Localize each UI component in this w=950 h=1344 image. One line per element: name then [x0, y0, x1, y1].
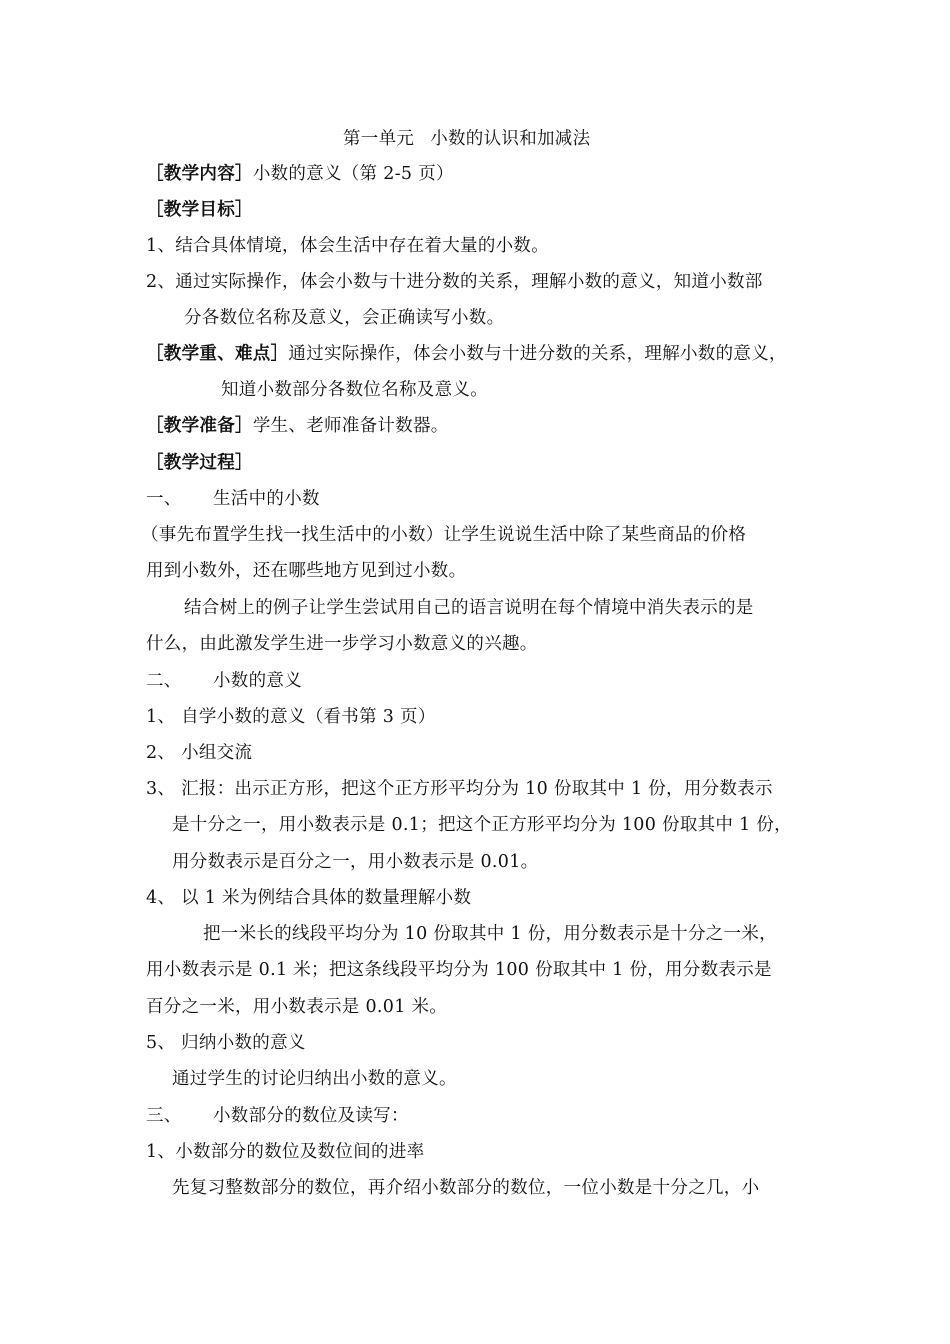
key-points-label: ［教学重、难点］ — [146, 344, 289, 364]
section-1-title: 生活中的小数 — [213, 489, 320, 509]
goal-item-1: 1、结合具体情境，体会生活中存在着大量的小数。 — [146, 236, 550, 256]
section-1-para-2-line-1: 结合树上的例子让学生尝试用自己的语言说明在每个情境中消失表示的是 — [184, 598, 754, 618]
section-3-title: 小数部分的数位及读写： — [213, 1106, 409, 1126]
section-2-item-4-para-line-3: 百分之一米，用小数表示是 0.01 米。 — [146, 997, 448, 1017]
section-2-item-4-para-line-2: 用小数表示是 0.1 米；把这条线段平均分为 100 份取其中 1 份，用分数表示是 — [146, 960, 772, 980]
teaching-process-heading: ［教学过程］ — [146, 453, 253, 473]
teaching-content — [146, 162, 454, 186]
teaching-preparation — [146, 414, 449, 438]
section-2-item-4-para-line-1: 把一米长的线段平均分为 10 份取其中 1 份，用分数表示是十分之一米， — [203, 924, 777, 944]
section-3-number: 三、 — [146, 1106, 182, 1126]
goal-item-2-line-2: 分各数位名称及意义，会正确读写小数。 — [184, 308, 505, 328]
section-2-item-4: 4、 以 1 米为例结合具体的数量理解小数 — [146, 888, 472, 908]
key-points-line-1: 通过实际操作，体会小数与十进分数的关系，理解小数的意义， — [288, 344, 787, 364]
teaching-content-label: ［教学内容］ — [146, 164, 253, 184]
key-points — [146, 342, 787, 366]
section-2-title: 小数的意义 — [213, 671, 302, 691]
section-2-number: 二、 — [146, 671, 182, 691]
teaching-content-text: 小数的意义（第 2-5 页） — [252, 164, 454, 184]
section-1-para-2-line-2: 什么，由此激发学生进一步学习小数意义的兴趣。 — [146, 634, 538, 654]
teaching-preparation-label: ［教学准备］ — [146, 416, 253, 436]
section-1-para-1-line-2: 用到小数外，还在哪些地方见到过小数。 — [146, 561, 467, 581]
section-3-item-1-para: 先复习整数部分的数位，再介绍小数部分的数位，一位小数是十分之几，小 — [172, 1178, 760, 1198]
section-2-item-5: 5、 归纳小数的意义 — [146, 1033, 306, 1053]
section-2-item-3-line-3: 用分数表示是百分之一，用小数表示是 0.01。 — [172, 852, 539, 872]
goal-item-2-line-1: 2、通过实际操作，体会小数与十进分数的关系，理解小数的意义，知道小数部 — [146, 272, 763, 292]
section-1-para-1-line-1: （事先布置学生找一找生活中的小数）让学生说说生活中除了某些商品的价格 — [141, 525, 747, 545]
document-title — [343, 127, 590, 151]
unit-topic: 小数的认识和加减法 — [430, 129, 591, 149]
section-1-number: 一、 — [146, 489, 182, 509]
section-3-item-1: 1、小数部分的数位及数位间的进率 — [146, 1142, 425, 1162]
key-points-line-2: 知道小数部分各数位名称及意义。 — [221, 380, 488, 400]
section-2-item-3-line-1: 3、 汇报：出示正方形，把这个正方形平均分为 10 份取其中 1 份，用分数表示 — [146, 779, 773, 799]
section-2-item-5-para: 通过学生的讨论归纳出小数的意义。 — [172, 1069, 457, 1089]
teaching-preparation-text: 学生、老师准备计数器。 — [252, 416, 449, 436]
teaching-goals-heading: ［教学目标］ — [146, 200, 253, 220]
section-2-item-3-line-2: 是十分之一，用小数表示是 0.1；把这个正方形平均分为 100 份取其中 1 份， — [172, 815, 792, 835]
section-2-item-2: 2、 小组交流 — [146, 743, 253, 763]
section-2-item-1: 1、 自学小数的意义（看书第 3 页） — [146, 707, 436, 727]
unit-label: 第一单元 — [343, 129, 415, 149]
